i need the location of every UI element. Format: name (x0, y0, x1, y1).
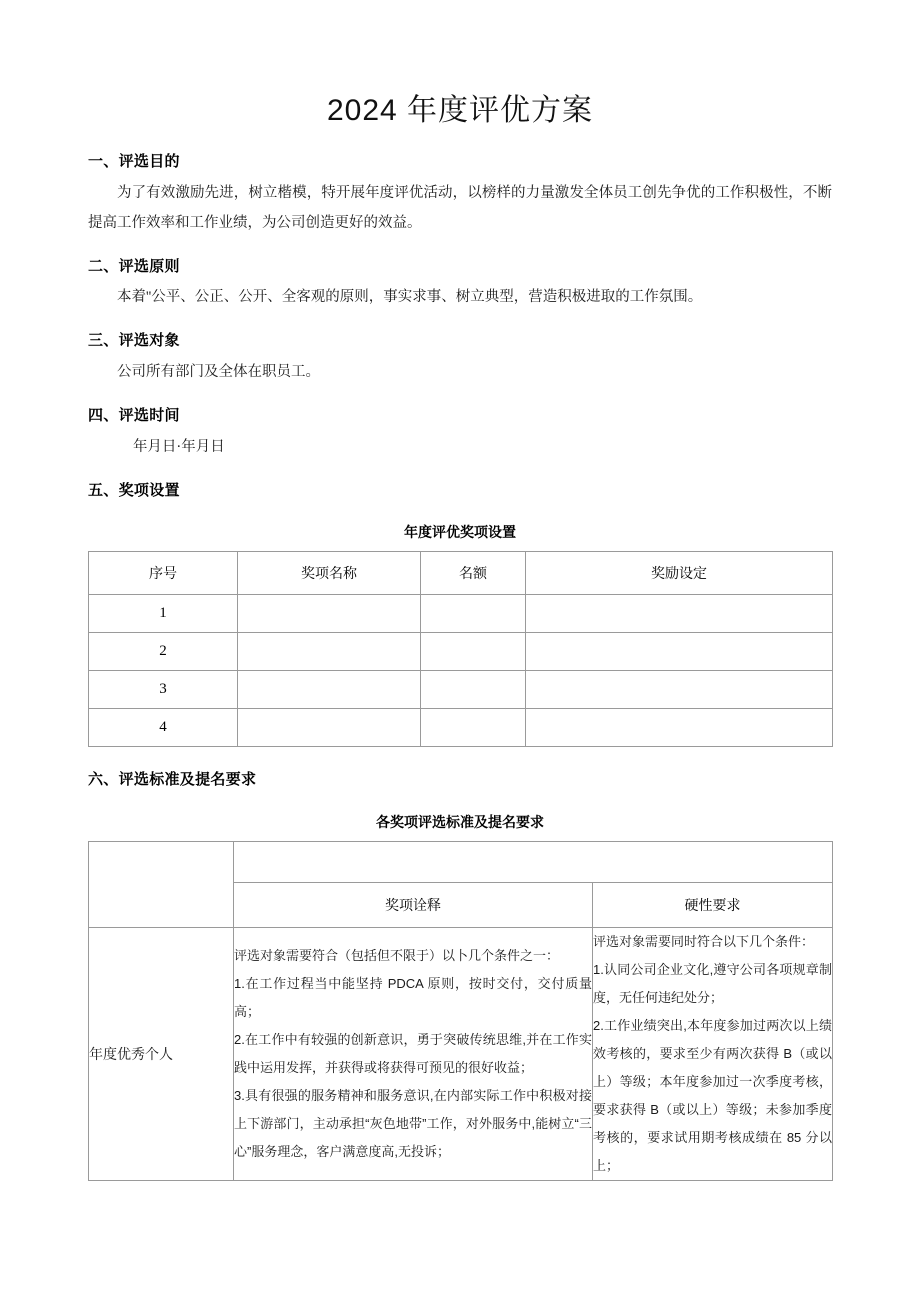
section-body-targets: 公司所有部门及全体在职员工。 (117, 363, 320, 380)
column-header-no: 序号 (89, 552, 238, 595)
requirement-line: 2.工作业绩突出,本年度参加过两次以上绩效考核的，要求至少有两次获得 B（或以上）等级；本年度参加过一次季度考核，要求获得 B（或以上）等级；未参加季度考核的，要求试用期考核成绩在 85 分以上； (593, 1018, 832, 1174)
award-table-caption: 年度评优奖项设置 (404, 524, 516, 541)
cell-no: 1 (89, 595, 238, 633)
table-row (89, 671, 833, 709)
section-body-purpose: 为了有效激励先进，树立楷模，特开展年度评优活动，以榜样的力量激发全体员工创先争优的工作积极性，不断提高工作效率和工作业绩，为公司创造更好的效益。 (88, 184, 832, 231)
criteria-table (88, 841, 833, 1182)
requirement-line: 评选对象需要同时符合以下几个条件： (593, 933, 815, 949)
interpretation-line: 评选对象需要符合（包括但不限于）以卜几个条件之一： (234, 947, 560, 963)
requirement-line: 1.认同公司企业文化,遵守公司各项规章制度，无任何违纪处分； (593, 961, 832, 1005)
section-body-principles: 本着''公平、公正、公开、全客观的原则，事实求事、树立典型，营造积极进取的工作氛围。 (117, 289, 703, 306)
cell-reward[interactable] (526, 595, 833, 633)
interpretation-line: 3.具有很强的服务精神和服务意识,在内部实际工作中积极对接上下游部门，主动承担“灰色地带”工作，对外服务中,能树立“三心”服务理念，客户满意度高,无投诉； (234, 1088, 592, 1160)
section-heading-principles: 二、评选原则 (88, 257, 180, 275)
cell-award-name[interactable] (238, 709, 421, 747)
criteria-table-caption: 各奖项评选标准及提名要求 (376, 813, 544, 830)
section-heading-awards: 五、奖项设置 (88, 481, 180, 499)
table-row (89, 595, 833, 633)
page-title: 2024 年度评优方案 (326, 94, 594, 127)
column-header-requirement: 硬性要求 (593, 882, 833, 927)
cell-award-name[interactable] (238, 595, 421, 633)
cell-interpretation (234, 927, 593, 1181)
cell-award-name[interactable] (238, 671, 421, 709)
table-header-row-top (89, 841, 833, 882)
cell-quota[interactable] (421, 595, 526, 633)
table-row (89, 709, 833, 747)
section-heading-purpose: 一、评选目的 (88, 153, 180, 170)
cell-requirement (593, 927, 833, 1181)
merged-top-header-cell (234, 841, 833, 882)
column-header-award-name: 奖项名称 (238, 552, 421, 595)
cell-quota[interactable] (421, 709, 526, 747)
section-heading-time: 四、评选时间 (88, 407, 180, 425)
cell-reward[interactable] (526, 671, 833, 709)
cell-reward[interactable] (526, 709, 833, 747)
column-header-reward: 奖励设定 (526, 552, 833, 595)
cell-reward[interactable] (526, 633, 833, 671)
table-header-row (89, 552, 833, 595)
cell-award-category: 年度优秀个人 (89, 927, 234, 1181)
corner-cell (89, 841, 234, 927)
section-heading-targets: 三、评选对象 (88, 332, 180, 350)
section-body-time: 年月日·年月日 (132, 438, 225, 455)
cell-quota[interactable] (421, 671, 526, 709)
column-header-quota: 名额 (421, 552, 526, 595)
interpretation-line: 1.在工作过程当中能坚持 PDCA 原则，按时交付，交付质量高； (234, 975, 592, 1019)
cell-no: 4 (89, 709, 238, 747)
section-heading-criteria: 六、评选标准及提名要求 (88, 771, 257, 789)
award-table (88, 551, 833, 747)
cell-quota[interactable] (421, 633, 526, 671)
table-row (89, 927, 833, 1181)
interpretation-line: 2.在工作中有较强的创新意识，勇于突破传统思维,并在工作实践中运用发挥，并获得或将获得可预见的很好收益； (234, 1032, 592, 1076)
cell-no: 2 (89, 633, 238, 671)
table-row (89, 633, 833, 671)
cell-no: 3 (89, 671, 238, 709)
cell-award-name[interactable] (238, 633, 421, 671)
column-header-interpretation: 奖项诠释 (234, 882, 593, 927)
